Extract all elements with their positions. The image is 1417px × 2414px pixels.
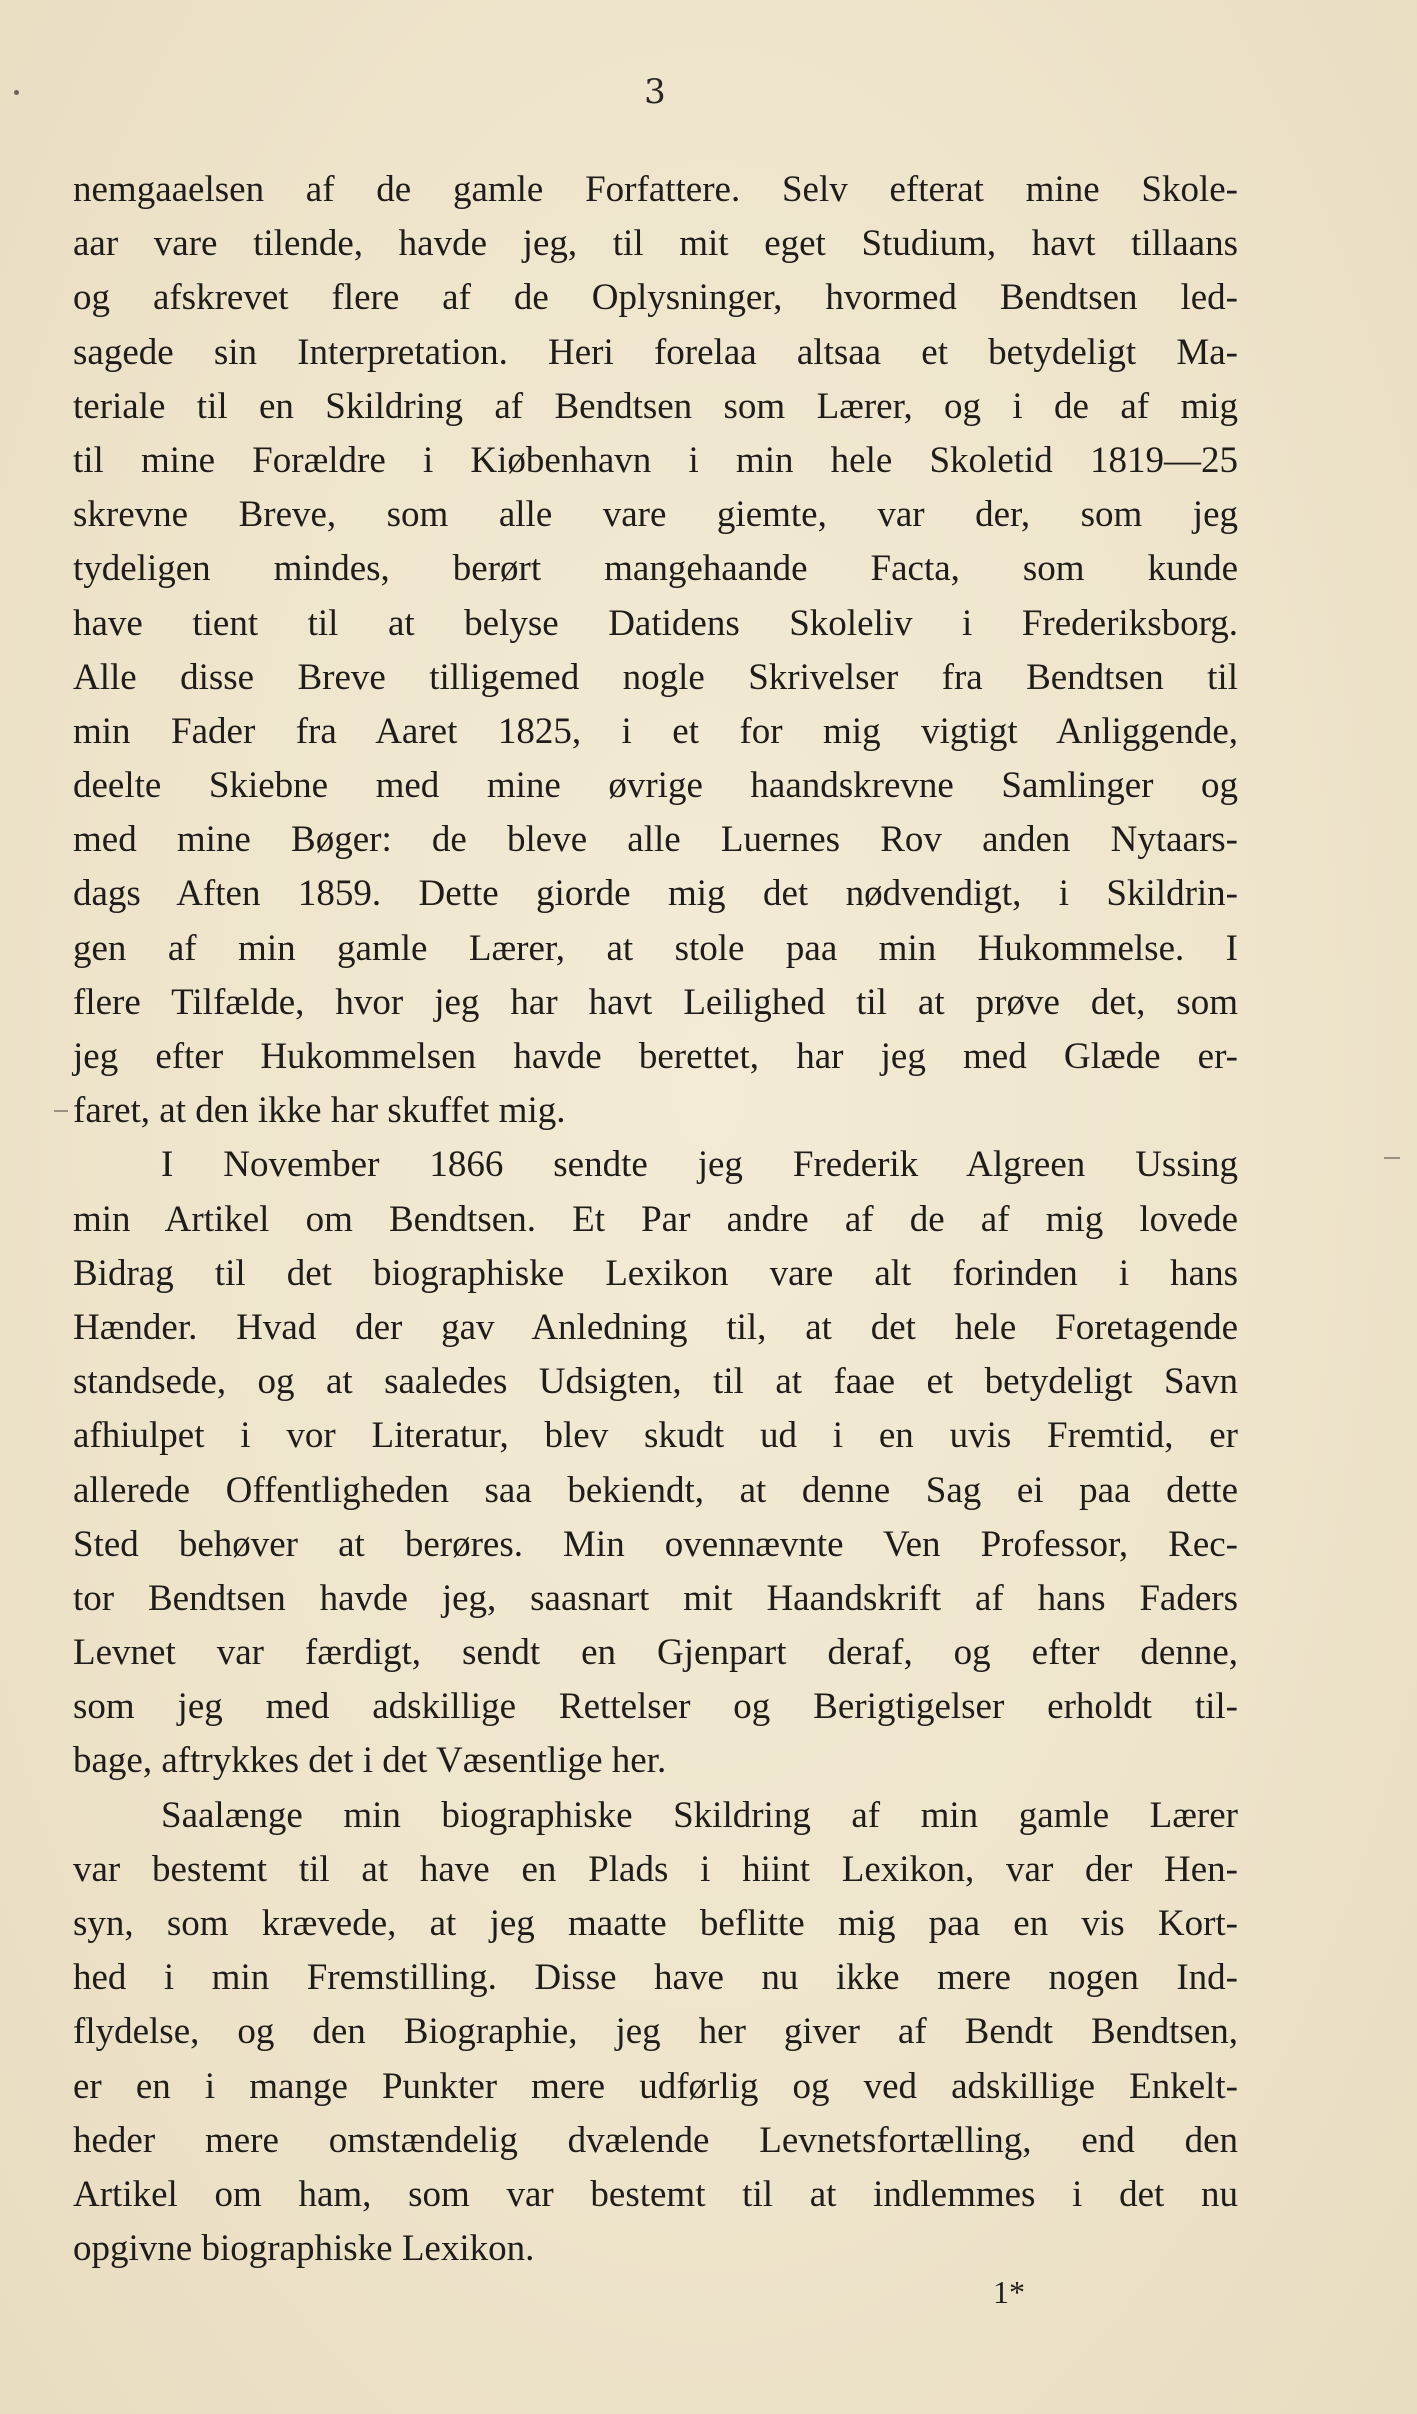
text-line: allerede Offentligheden saa bekiendt, at denne Sag ei paa dette — [73, 1469, 1238, 1511]
text-line: dags Aften 1859. Dette giorde mig det nødvendigt, i Skildrin- — [73, 873, 1238, 915]
body-text — [73, 163, 1238, 2276]
text-line: opgivne biographiske Lexikon. — [73, 2228, 535, 2270]
text-line: heder mere omstændelig dvælende Levnetsfortælling, end den — [73, 2119, 1238, 2161]
text-line: have tient til at belyse Datidens Skoleliv i Frederiksborg. — [73, 602, 1238, 644]
text-line: Bidrag til det biographiske Lexikon vare alt forinden i hans — [73, 1252, 1238, 1294]
text-line: Artikel om ham, som var bestemt til at indlemmes i det nu — [73, 2173, 1238, 2215]
text-line: skrevne Breve, som alle vare giemte, var der, som jeg — [73, 494, 1238, 536]
text-line: Saalænge min biographiske Skildring af min gamle Lærer — [161, 1794, 1238, 1836]
text-line: teriale til en Skildring af Bendtsen som Lærer, og i de af mig — [73, 385, 1238, 427]
text-line: sagede sin Interpretation. Heri forelaa altsaa et betydeligt Ma- — [73, 331, 1238, 373]
text-line: til mine Forældre i Kiøbenhavn i min hele Skoletid 1819—25 — [73, 439, 1238, 481]
paragraph-3 — [73, 1789, 1238, 2277]
text-line: min Artikel om Bendtsen. Et Par andre af de af mig lovede — [73, 1198, 1238, 1240]
text-line: tydeligen mindes, berørt mangehaande Facta, som kunde — [73, 548, 1238, 590]
text-line: flydelse, og den Biographie, jeg her giver af Bendt Bendtsen, — [73, 2011, 1238, 2053]
text-line: Levnet var færdigt, sendt en Gjenpart deraf, og efter denne, — [73, 1632, 1238, 1674]
text-line: aar vare tilende, havde jeg, til mit eget Studium, havt tillaans — [73, 223, 1238, 265]
text-line: med mine Bøger: de bleve alle Luernes Rov anden Nytaars- — [73, 819, 1238, 861]
text-line: og afskrevet flere af de Oplysninger, hvormed Bendtsen led- — [73, 277, 1238, 319]
text-line: faret, at den ikke har skuffet mig. — [73, 1090, 566, 1132]
text-line: Hænder. Hvad der gav Anledning til, at det hele Foretagende — [73, 1306, 1238, 1348]
text-line: deelte Skiebne med mine øvrige haandskrevne Samlinger og — [73, 765, 1238, 807]
text-line: standsede, og at saaledes Udsigten, til at faae et betydeligt Savn — [73, 1361, 1238, 1403]
text-line: flere Tilfælde, hvor jeg har havt Leilighed til at prøve det, som — [73, 981, 1238, 1023]
page-number: 3 — [644, 72, 666, 112]
text-line: var bestemt til at have en Plads i hiint Lexikon, var der Hen- — [73, 1848, 1238, 1890]
text-line: min Fader fra Aaret 1825, i et for mig vigtigt Anliggende, — [73, 710, 1238, 752]
text-line: tor Bendtsen havde jeg, saasnart mit Haandskrift af hans Faders — [73, 1577, 1238, 1619]
scan-speck — [14, 90, 19, 95]
text-line: nemgaaelsen af de gamle Forfattere. Selv efterat mine Skole- — [73, 169, 1238, 210]
margin-mark-right — [1384, 1157, 1400, 1159]
text-line: gen af min gamle Lærer, at stole paa min Hukommelse. I — [73, 927, 1238, 969]
signature-mark: 1* — [993, 2274, 1025, 2310]
text-line: Sted behøver at berøres. Min ovennævnte Ven Professor, Rec- — [73, 1523, 1238, 1565]
paragraph-1 — [73, 163, 1238, 1138]
text-line: som jeg med adskillige Rettelser og Berigtigelser erholdt til- — [73, 1686, 1238, 1728]
paragraph-2 — [73, 1138, 1238, 1788]
text-line: er en i mange Punkter mere udførlig og ved adskillige Enkelt- — [73, 2065, 1238, 2107]
text-line: hed i min Fremstilling. Disse have nu ikke mere nogen Ind- — [73, 1957, 1238, 1999]
text-line: Alle disse Breve tilligemed nogle Skrivelser fra Bendtsen til — [73, 656, 1238, 698]
text-line: jeg efter Hukommelsen havde berettet, har jeg med Glæde er- — [73, 1036, 1238, 1077]
text-line: afhiulpet i vor Literatur, blev skudt ud i en uvis Fremtid, er — [73, 1415, 1238, 1457]
margin-mark-left — [54, 1110, 68, 1112]
text-line: syn, som krævede, at jeg maatte beflitte mig paa en vis Kort- — [73, 1903, 1238, 1944]
text-line: I November 1866 sendte jeg Frederik Algreen Ussing — [161, 1144, 1238, 1186]
text-line: bage, aftrykkes det i det Væsentlige her. — [73, 1740, 667, 1782]
